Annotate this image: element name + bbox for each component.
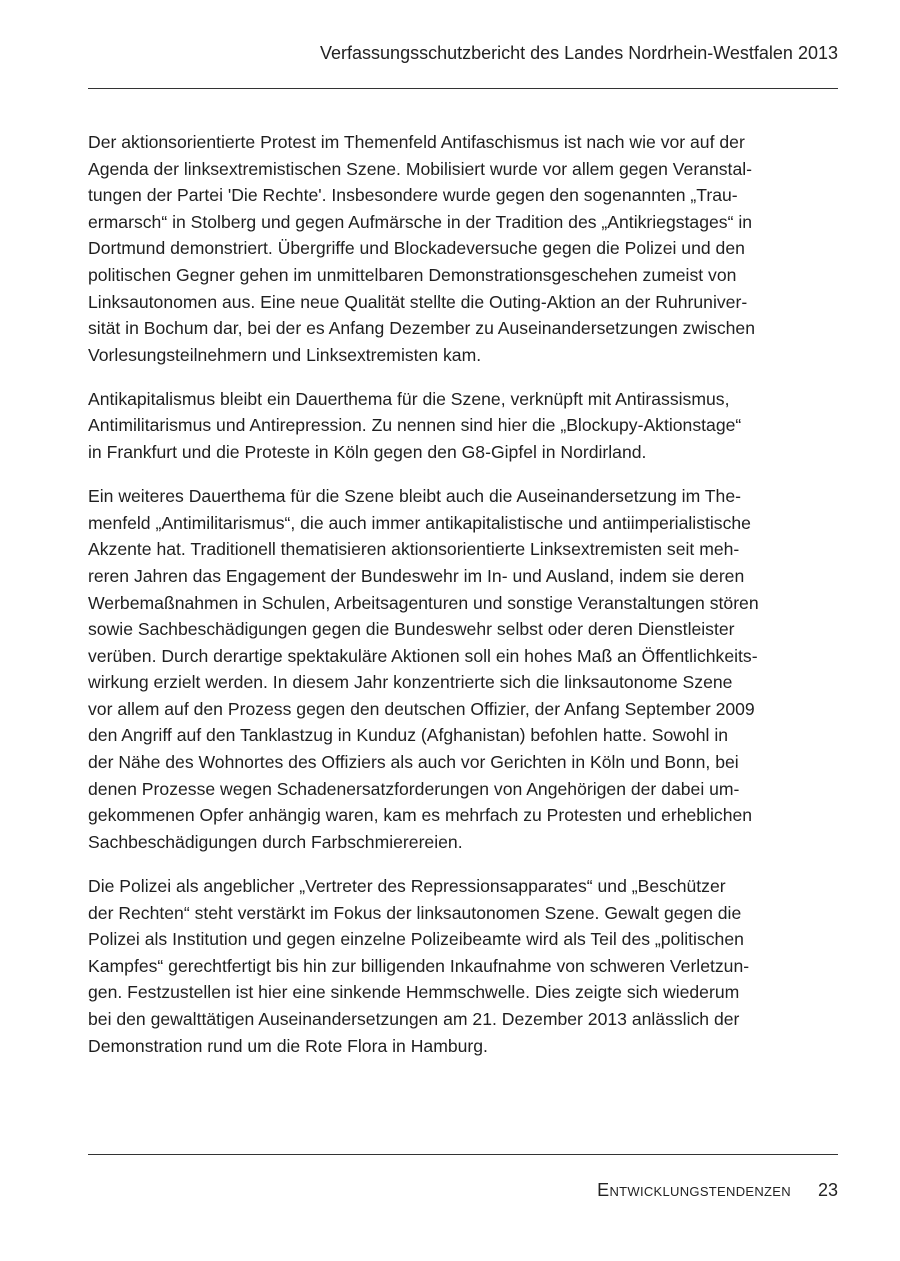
running-header: Verfassungsschutzbericht des Landes Nordrhein-Westfalen 2013 (320, 43, 838, 63)
text-line: Antikapitalismus bleibt ein Dauerthema für die Szene, verknüpft mit Antirassismus, (88, 388, 730, 409)
text-line: sität in Bochum dar, bei der es Anfang Dezember zu Auseinandersetzungen zwischen (88, 318, 756, 339)
header-divider (88, 88, 838, 89)
body-text (88, 129, 808, 1077)
text-line: Werbemaßnahmen in Schulen, Arbeitsagenturen und sonstige Veranstaltungen stören (88, 592, 759, 613)
text-line: Ein weiteres Dauerthema für die Szene bleibt auch die Auseinandersetzung im The- (88, 486, 741, 507)
text-line: reren Jahren das Engagement der Bundeswehr im In- und Ausland, indem sie deren (88, 565, 745, 586)
text-line: der Rechten“ steht verstärkt im Fokus der linksautonomen Szene. Gewalt gegen die (88, 902, 742, 923)
page-number: 23 (817, 1180, 838, 1200)
text-line: menfeld „Antimilitarismus“, die auch immer antikapitalistische und antiimperialistische (88, 512, 751, 533)
text-line: sowie Sachbeschädigungen gegen die Bundeswehr selbst oder deren Dienstleister (88, 619, 735, 640)
paragraph (88, 873, 808, 1059)
text-line: gekommenen Opfer anhängig waren, kam es mehrfach zu Protesten und erheblichen (88, 805, 753, 826)
text-line: denen Prozesse wegen Schadenersatzforderungen von Angehörigen der dabei um- (88, 778, 740, 799)
text-line: Sachbeschädigungen durch Farbschmierereien. (88, 831, 463, 852)
paragraph (88, 386, 808, 466)
text-line: Polizei als Institution und gegen einzelne Polizeibeamte wird als Teil des „politischen (88, 929, 744, 950)
text-line: Linksautonomen aus. Eine neue Qualität stellte die Outing-Aktion an der Ruhruniver- (88, 291, 748, 312)
footer-divider (88, 1154, 838, 1155)
text-line: Antimilitarismus und Antirepression. Zu nennen sind hier die „Blockupy-Aktionstage“ (88, 415, 742, 436)
text-line: Agenda der linksextremistischen Szene. Mobilisiert wurde vor allem gegen Veranstal- (88, 158, 753, 179)
paragraph (88, 129, 808, 368)
text-line: Vorlesungsteilnehmern und Linksextremisten kam. (88, 344, 482, 365)
text-line: vor allem auf den Prozess gegen den deutschen Offizier, der Anfang September 2009 (88, 698, 755, 719)
paragraph (88, 483, 808, 855)
page-footer (597, 1179, 838, 1201)
text-line: Demonstration rund um die Rote Flora in Hamburg. (88, 1035, 488, 1056)
footer-section-label: Entwicklungstendenzen (597, 1180, 791, 1200)
text-line: Der aktionsorientierte Protest im Themenfeld Antifaschismus ist nach wie vor auf der (88, 132, 745, 152)
text-line: gen. Festzustellen ist hier eine sinkende Hemmschwelle. Dies zeigte sich wiederum (88, 982, 740, 1003)
text-line: Die Polizei als angeblicher „Vertreter des Repressionsapparates“ und „Beschützer (88, 875, 726, 896)
text-line: tungen der Partei 'Die Rechte'. Insbesondere wurde gegen den sogenannten „Trau- (88, 185, 738, 206)
text-line: in Frankfurt und die Proteste in Köln gegen den G8-Gipfel in Nordirland. (88, 442, 647, 463)
text-line: bei den gewalttätigen Auseinandersetzungen am 21. Dezember 2013 anlässlich der (88, 1008, 740, 1029)
text-line: ermarsch“ in Stolberg und gegen Aufmärsche in der Tradition des „Antikriegstages“ in (88, 211, 753, 232)
text-line: Dortmund demonstriert. Übergriffe und Blockadeversuche gegen die Polizei und den (88, 238, 745, 259)
text-line: Akzente hat. Traditionell thematisieren aktionsorientierte Linksextremisten seit meh- (88, 539, 740, 560)
text-line: der Nähe des Wohnortes des Offiziers als auch vor Gerichten in Köln und Bonn, bei (88, 752, 739, 773)
text-line: wirkung erzielt werden. In diesem Jahr konzentrierte sich die linksautonome Szene (88, 672, 733, 693)
text-line: politischen Gegner gehen im unmittelbaren Demonstrationsgeschehen zumeist von (88, 264, 737, 285)
text-line: den Angriff auf den Tanklastzug in Kunduz (Afghanistan) befohlen hatte. Sowohl in (88, 725, 729, 746)
text-line: Kampfes“ gerechtfertigt bis hin zur billigenden Inkaufnahme von schweren Verletzun- (88, 955, 750, 976)
text-line: verüben. Durch derartige spektakuläre Aktionen soll ein hohes Maß an Öffentlichkeits- (88, 645, 758, 666)
